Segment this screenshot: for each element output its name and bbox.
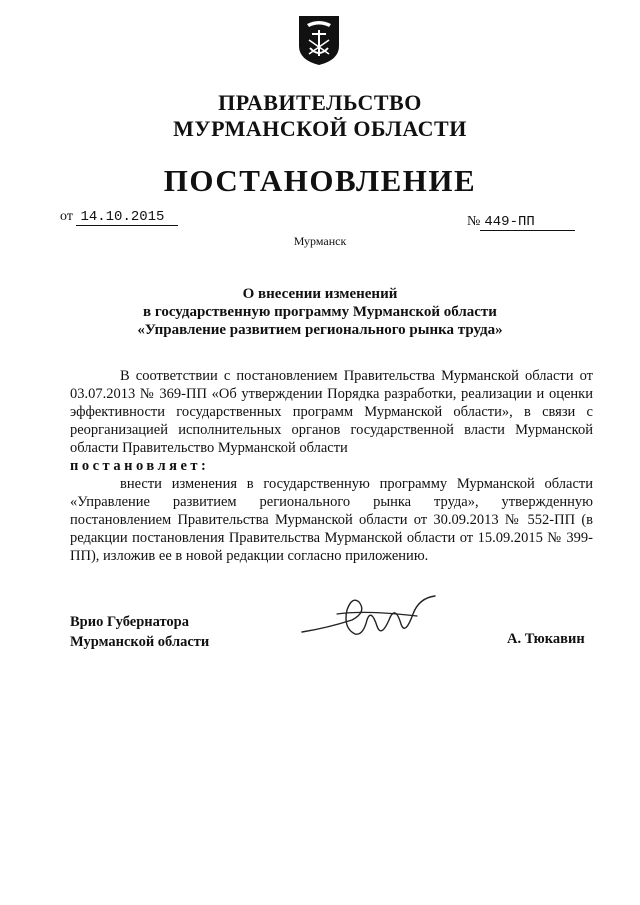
org-name-line1: ПРАВИТЕЛЬСТВО xyxy=(218,90,422,115)
body-paragraph-1: В соответствии с постановлением Правительства Мурманской области от 03.07.2013 № 369-ПП «Об утверждении Порядка разработки, реализации и оценки эффективности государственных программ Мурманской области», в связи с реорганизацией исполнительных органов государственной власти Мурманской области Правительство Мурманской области xyxy=(70,368,593,456)
signatory-name: А. Тюкавин xyxy=(507,631,585,647)
org-name-line2: МУРМАНСКОЙ ОБЛАСТИ xyxy=(173,116,467,141)
signatory-title xyxy=(70,612,209,652)
signatory-title-line2: Мурманской области xyxy=(70,634,210,650)
subject-line1: О внесении изменений xyxy=(242,286,398,302)
document-number xyxy=(467,214,575,231)
document-date xyxy=(60,209,178,226)
date-prefix: от xyxy=(60,209,73,224)
coat-of-arms-icon xyxy=(297,14,341,66)
subject-line3: «Управление развитием регионального рынка труда» xyxy=(137,322,503,338)
decree-word: постановляет: xyxy=(70,458,210,474)
subject-line2: в государственную программу Мурманской области xyxy=(143,304,497,320)
signatory-title-line1: Врио Губернатора xyxy=(70,614,189,630)
number-prefix: № xyxy=(467,214,481,229)
document-type: ПОСТАНОВЛЕНИЕ xyxy=(163,163,477,198)
city: Мурманск xyxy=(293,234,347,248)
document-subject xyxy=(0,285,640,339)
number-value: 449-ПП xyxy=(480,214,574,231)
handwritten-signature xyxy=(297,590,447,650)
date-value: 14.10.2015 xyxy=(76,209,178,226)
body-paragraph-2: внести изменения в государственную программу Мурманской области «Управление развитием регионального рынка труда», утвержденную постановлением Правительства Мурманской области от 30.09.2013 № 552-ПП (в редакции постановления Правительства Мурманской области от 15.09.2015 № 399-ПП), изложив ее в новой редакции согласно приложению. xyxy=(70,476,593,564)
